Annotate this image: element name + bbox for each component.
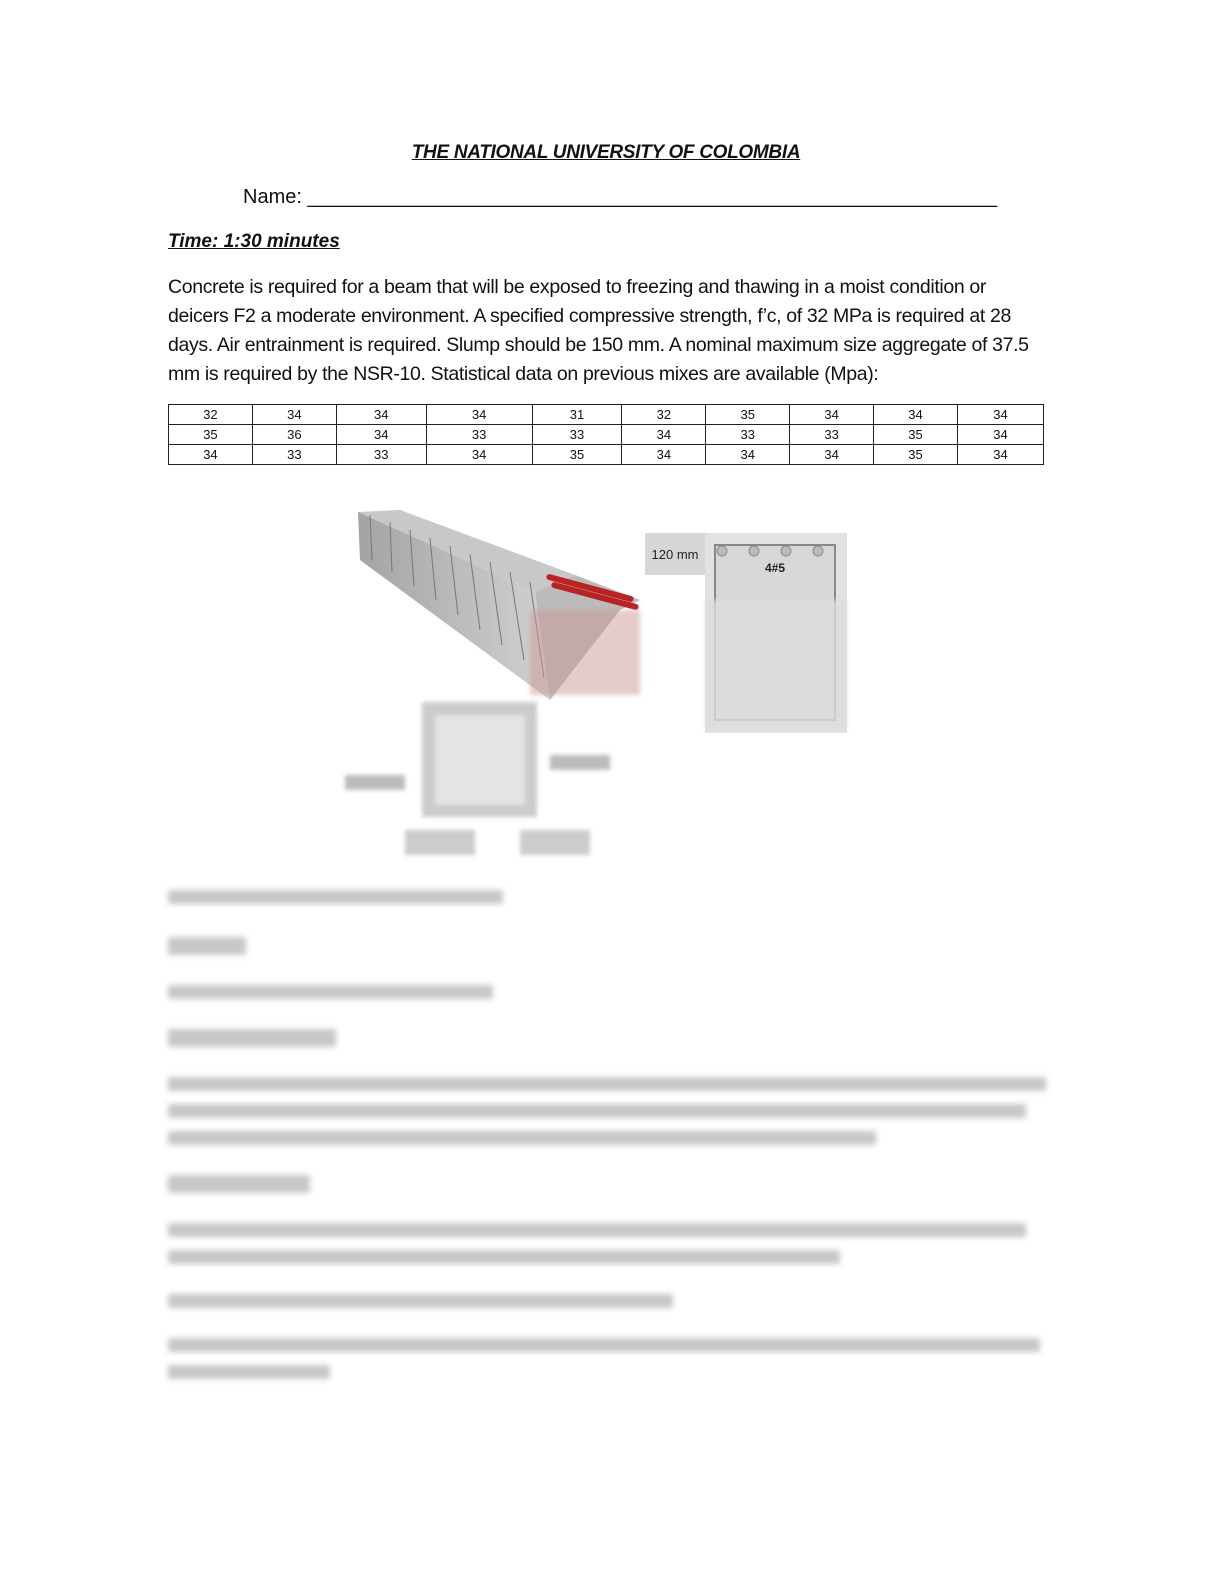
rebar-label: 4#5 bbox=[764, 561, 786, 575]
statistical-data-table bbox=[168, 404, 1044, 465]
time-label: Time: 1:30 minutes bbox=[168, 231, 340, 252]
table-cell: 31 bbox=[532, 405, 622, 425]
table-cell: 34 bbox=[336, 425, 426, 445]
table-cell: 35 bbox=[532, 445, 622, 465]
table-cell: 32 bbox=[169, 405, 253, 425]
table-cell: 35 bbox=[169, 425, 253, 445]
table-cell: 32 bbox=[622, 405, 706, 425]
table-cell: 34 bbox=[426, 405, 532, 425]
table-cell: 33 bbox=[532, 425, 622, 445]
table-cell: 33 bbox=[426, 425, 532, 445]
beam-figure bbox=[330, 500, 930, 880]
table-row bbox=[169, 445, 1044, 465]
table-cell: 34 bbox=[790, 445, 874, 465]
table-cell: 35 bbox=[706, 405, 790, 425]
table-cell: 33 bbox=[252, 445, 336, 465]
table-row bbox=[169, 405, 1044, 425]
table-cell: 34 bbox=[622, 445, 706, 465]
table-cell: 34 bbox=[336, 405, 426, 425]
cross-section-top bbox=[645, 533, 847, 733]
table-cell: 34 bbox=[706, 445, 790, 465]
table-cell: 34 bbox=[622, 425, 706, 445]
table-cell: 36 bbox=[252, 425, 336, 445]
table-cell: 34 bbox=[957, 405, 1043, 425]
table-cell: 34 bbox=[790, 405, 874, 425]
table-cell: 33 bbox=[336, 445, 426, 465]
table-cell: 35 bbox=[874, 445, 958, 465]
document-title: THE NATIONAL UNIVERSITY OF COLOMBIA bbox=[411, 142, 801, 163]
problem-paragraph: Concrete is required for a beam that will be exposed to freezing and thawing in a moist condition or deicers F2 a moderate environment. A specified compressive strength, f’c, of 32 MPa is required at 28 days. Air entrainment is required. Slump should be 150 mm. A nominal maximum size aggregate of 37.5 mm is required by the NSR-10. Statistical data on previous mixes are available (Mpa): bbox=[168, 276, 1029, 385]
blurred-content bbox=[168, 890, 1048, 1379]
table-cell: 34 bbox=[252, 405, 336, 425]
dimension-label: 120 mm bbox=[651, 547, 699, 562]
cross-section-bottom bbox=[345, 702, 610, 855]
table-cell: 33 bbox=[790, 425, 874, 445]
table-cell: 34 bbox=[957, 445, 1043, 465]
table-cell: 34 bbox=[957, 425, 1043, 445]
table-cell: 34 bbox=[426, 445, 532, 465]
table-cell: 34 bbox=[874, 405, 958, 425]
table-row bbox=[169, 425, 1044, 445]
table-cell: 34 bbox=[169, 445, 253, 465]
table-cell: 33 bbox=[706, 425, 790, 445]
beam-3d-render bbox=[358, 510, 640, 700]
name-field: Name: ______________________________________________________________ bbox=[243, 186, 998, 208]
table-cell: 35 bbox=[874, 425, 958, 445]
